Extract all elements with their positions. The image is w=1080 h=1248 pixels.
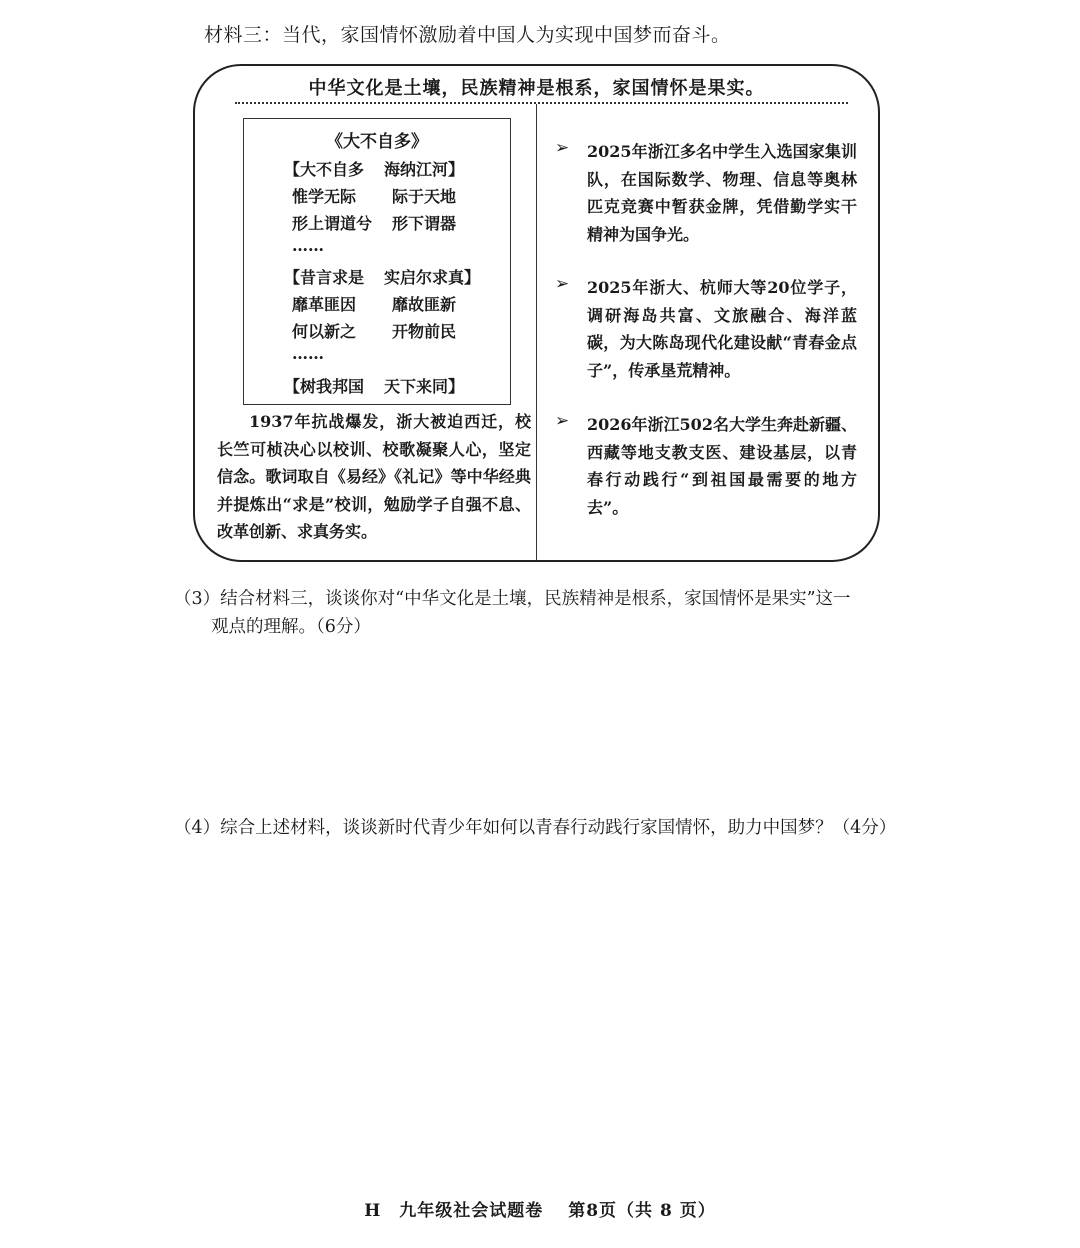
bullet-text: 2026年浙江502名大学生奔赴新疆、西藏等地支教支医、建设基层，以青春行动践行“到祖国最需要的地方去”。 <box>587 415 857 517</box>
material-intro: 材料三：当代，家国情怀激励着中国人为实现中国梦而奋斗。 <box>204 24 731 46</box>
arrow-bullet-icon: ➢ <box>555 411 570 431</box>
question-3-line2: 观点的理解。（6分） <box>211 617 371 637</box>
poem-box <box>243 118 511 405</box>
poem-ellipsis: …… <box>292 344 324 363</box>
poem-line: 【大不自多 海纳江河】 <box>284 160 465 179</box>
column-divider <box>536 104 537 560</box>
poem-line: 靡革匪因 靡故匪新 <box>292 295 457 314</box>
material-frame <box>193 64 880 562</box>
dotted-divider <box>235 102 848 104</box>
history-paragraph: 1937年抗战爆发，浙大被迫西迁，校长竺可桢决心以校训、校歌凝聚人心，坚定信念。歌词取自《易经》《礼记》等中华经典并提炼出“求是”校训，勉励学子自强不息、改革创新、求真务实。 <box>217 412 531 541</box>
material-headline: 中华文化是土壤，民族精神是根系，家国情怀是果实。 <box>308 78 765 99</box>
poem-line: 【昔言求是 实启尔求真】 <box>284 268 481 287</box>
poem-line: 何以新之 开物前民 <box>292 322 457 341</box>
poem-line: 形上谓道兮 形下谓器 <box>292 214 457 233</box>
poem-line: 惟学无际 际于天地 <box>292 187 457 206</box>
poem-line: 【树我邦国 天下来同】 <box>284 377 465 396</box>
question-3-line1: （3）结合材料三，谈谈你对“中华文化是土壤，民族精神是根系，家国情怀是果实”这一 <box>174 589 851 609</box>
bullet-text: 2025年浙江多名中学生入选国家集训队，在国际数学、物理、信息等奥林匹克竞赛中暂获金牌，凭借勤学实干精神为国争光。 <box>587 142 857 244</box>
bullet-text: 2025年浙大、杭师大等20位学子，调研海岛共富、文旅融合、海洋蓝碳，为大陈岛现代化建设献“青春金点子”，传承垦荒精神。 <box>587 278 857 380</box>
question-4: （4）综合上述材料，谈谈新时代青少年如何以青春行动践行家国情怀，助力中国梦？（4分） <box>174 818 897 838</box>
poem-ellipsis: …… <box>292 236 324 255</box>
arrow-bullet-icon: ➢ <box>555 138 570 158</box>
question-3 <box>174 585 851 641</box>
page-footer: H 九年级社会试题卷 第8页（共 8 页） <box>364 1201 716 1221</box>
arrow-bullet-icon: ➢ <box>555 274 570 294</box>
poem-title: 《大不自多》 <box>326 132 428 152</box>
